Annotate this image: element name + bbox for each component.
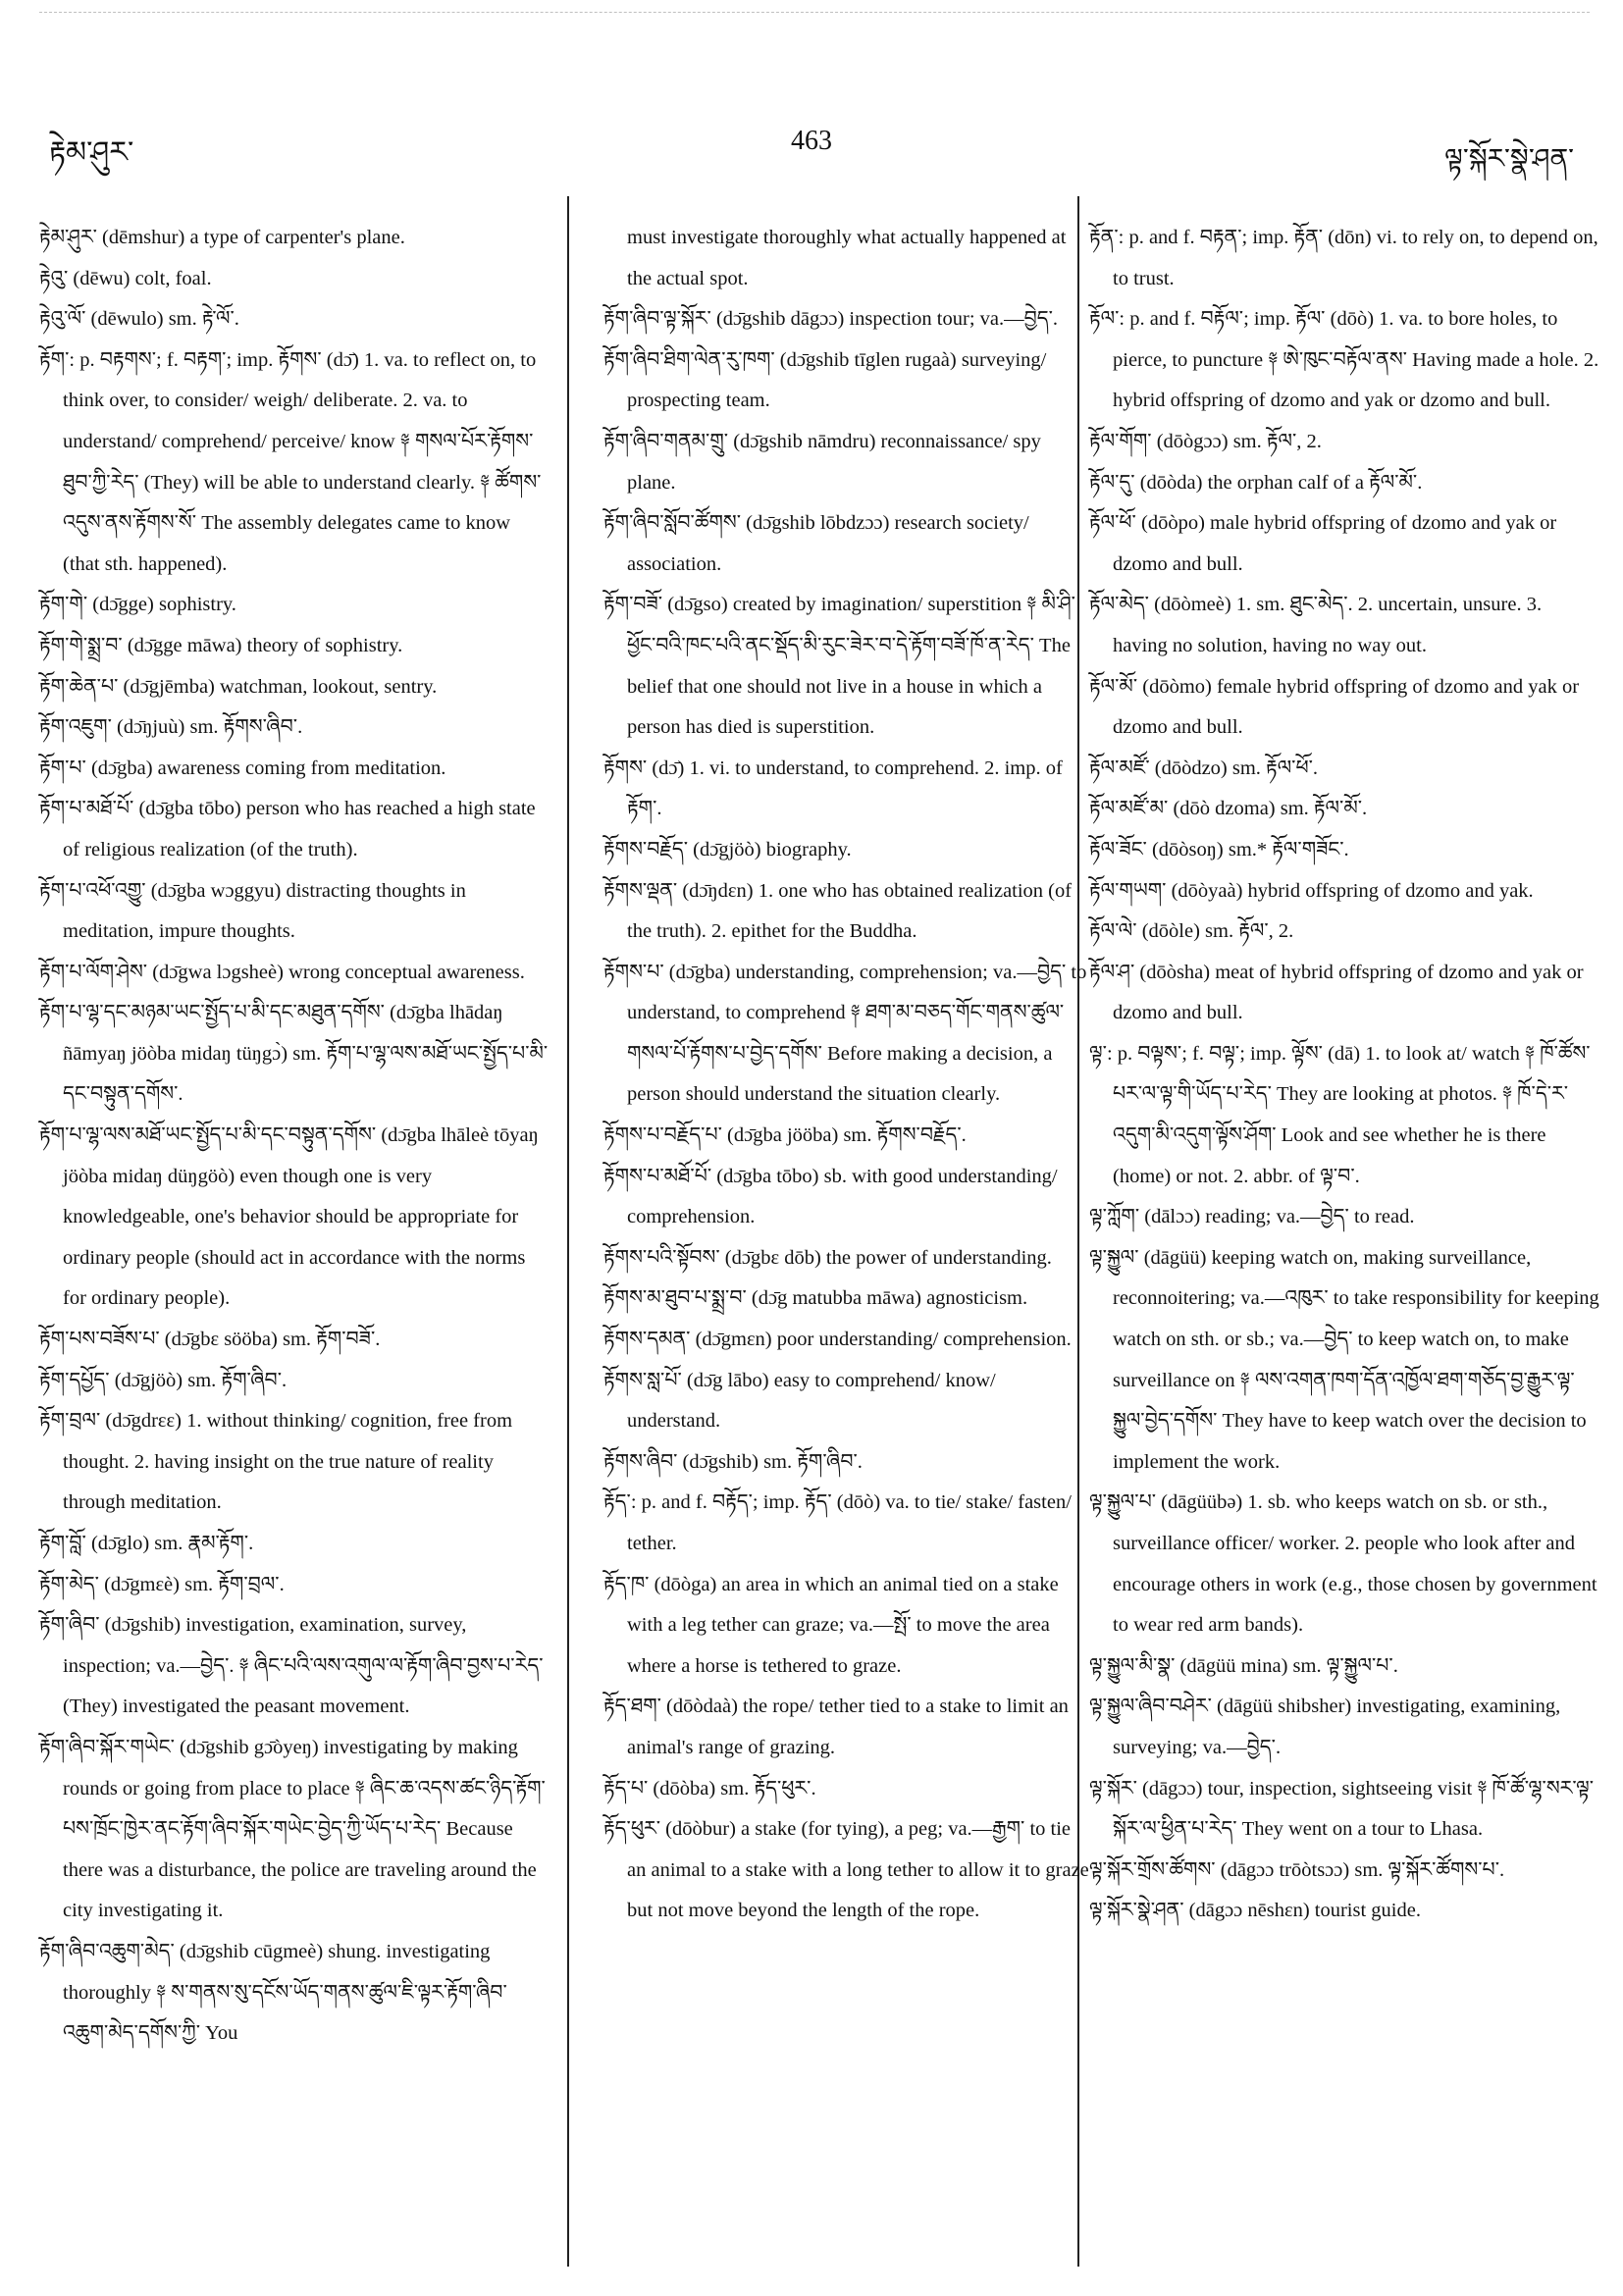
dictionary-entry: རྟོལ་གཡག་ (dōòyaà) hybrid offspring of dzomo and yak.	[1089, 879, 1534, 902]
dictionary-entry: རྟོག་འཇུག་ (dɔ̄ŋjuù) sm. རྟོགས་ཞིབ་.	[39, 716, 303, 739]
dictionary-entry: རྟོལ་: p. and f. བརྟོལ་; imp. རྟོལ་ (dōò) 1. va. to bore holes, to pierce, to puncture ༈ ཨེ་ཁུང་བརྟོལ་ནས་ Having made a hole. 2. hybrid offspring of dzomo and yak or dzomo and bull.	[1089, 308, 1599, 412]
dictionary-entry: རྟོག་པ་མཐོ་པོ་ (dɔ̄gba tōbo) person who has reached a high state of religious realization (of the truth).	[39, 798, 536, 861]
dictionary-entry: རྟོལ་ཤ་ (dōòsha) meat of hybrid offspring of dzomo and yak or dzomo and bull.	[1089, 961, 1584, 1024]
dictionary-entry: རྟོག་ཆེན་པ་ (dɔ̄gjēmba) watchman, lookout, sentry.	[39, 675, 438, 698]
dictionary-entry: རྟེམ་ཤུར་ (dēmshur) a type of carpenter's plane.	[39, 227, 405, 248]
dictionary-entry: རྟོག་བྲལ་ (dɔ̄gdrɛɛ) 1. without thinking/ cognition, free from thought. 2. having insight on the true nature of reality through meditation.	[39, 1410, 513, 1514]
dictionary-entry: རྟོལ་ལེ་ (dōòle) sm. རྟོལ་, 2.	[1089, 920, 1294, 943]
dictionary-entry: རྟོག་ཞིབ་གནམ་གྲུ་ (dɔ̄gshib nāmdru) reconnaissance/ spy plane.	[603, 430, 1041, 494]
page-number: 463	[791, 126, 832, 156]
dictionary-entry: རྟོད་: p. and f. བརྟོད་; imp. རྟོད་ (dōò) va. to tie/ stake/ fasten/ tether.	[603, 1491, 1072, 1554]
dictionary-entry: རྟོལ་མེད་ (dōòmeè) 1. sm. ཐུང་མེད་. 2. uncertain, unsure. 3. having no solution, having no way out.	[1089, 594, 1543, 656]
dictionary-entry: རྟོག་ཞིབ་འཆུག་མེད་ (dɔ̄gshib cūgmeè) shung. investigating thoroughly ༈ ས་གནས་སུ་དངོས་ཡོད་གནས་ཚུལ་ཇི་ལྟར་རྟོག་ཞིབ་འཆུག་མེད་དགོས་ཀྱི་ You	[39, 1940, 507, 2045]
dictionary-entry: ལྟ་སྐྱུལ་ཞིབ་བཤེར་ (dāgüü shibsher) investigating, examining, surveying; va.—བྱེད་.	[1089, 1696, 1561, 1758]
dictionary-entry: ལྟ་སྐོར་སྣེ་ཤན་ (dāgɔɔ nēshɛn) tourist guide.	[1089, 1900, 1421, 1922]
dictionary-column-1	[39, 218, 550, 2259]
dictionary-entry: རྟོག་བློ་ (dɔ̄glo) sm. རྣམ་རྟོག་.	[39, 1533, 254, 1554]
dictionary-entry: རྟོལ་མཛོ་མ་ (dōò dzoma) sm. རྟོལ་མོ་.	[1089, 798, 1368, 820]
dictionary-entry: རྟོལ་མཛོ་ (dōòdzo) sm. རྟོལ་ཕོ་.	[1089, 757, 1319, 779]
dictionary-entry: རྟོད་ཁ་ (dōòga) an area in which an animal tied on a stake with a leg tether can graze; va.—སྤོ་ to move the area where a horse is tethered to graze.	[603, 1573, 1059, 1677]
dictionary-entry: རྟོག་ཞིབ་ལྟ་སྐོར་ (dɔ̄gshib dāgɔɔ) inspection tour; va.—བྱེད་.	[603, 308, 1059, 331]
dictionary-entry: རྟོགས་བརྗོད་ (dɔ̄gjöò) biography.	[603, 838, 852, 861]
dictionary-entry: ལྟ་སྐྱུལ་མི་སྣ་ (dāgüü mina) sm. ལྟ་སྐྱུལ་པ་.	[1089, 1654, 1398, 1677]
dictionary-entry: ལྟ་སྐྱུལ་ (dāgüü) keeping watch on, making surveillance, reconnoitering; va.—འཁུར་ to take responsibility for keeping watch on sth. or sb.; va.—བྱེད་ to keep watch on, to make surveillance on ༈ ལས་འགན་ཁག་དོན་འཁྱོལ་ཐག་གཅོད་བྱ་རྒྱུར་ལྟ་སྐྱུལ་བྱེད་དགོས་ They have to keep watch over the decision to implement the work.	[1089, 1246, 1599, 1473]
dictionary-entry: རྟོག་གེ་ (dɔ̄gge) sophistry.	[39, 594, 236, 616]
dictionary-entry: རྟོགས་པ་བརྗོད་པ་ (dɔ̄gba jööba) sm. རྟོགས་བརྗོད་.	[603, 1124, 967, 1147]
dictionary-entry: རྟོད་ཐག་ (dōòdaà) the rope/ tether tied to a stake to limit an animal's range of grazing.	[603, 1696, 1069, 1758]
dictionary-entry: རྟོགས་ཞིབ་ (dɔ̄gshib) sm. རྟོག་ཞིབ་.	[603, 1450, 863, 1473]
dictionary-entry: རྟོགས་པའི་སྟོབས་ (dɔ̄gbɛ dōb) the power of understanding.	[603, 1246, 1052, 1269]
dictionary-entry: རྟོག་དཔྱོད་ (dɔ̄gjöò) sm. རྟོག་ཞིབ་.	[39, 1369, 288, 1391]
dictionary-entry: རྟོག་བཟོ་ (dɔ̄gso) created by imagination/ superstition ༈ མི་ཤི་ཕྱོང་བའི་ཁང་པའི་ནང་སྡོད་མི་རུང་ཟེར་བ་དེ་རྟོག་བཟོ་ཁོ་ན་རེད་ The belief that one should not live in a house in which a person has died is superstition.	[603, 594, 1075, 739]
top-rule	[39, 12, 1590, 13]
dictionary-column-2	[603, 218, 1089, 2259]
dictionary-entry: རྟེའུ་ (dēwu) colt, foal.	[39, 267, 212, 289]
dictionary-entry: རྟོག་ཞིབ་སློབ་ཚོགས་ (dɔ̄gshib lōbdzɔɔ) research society/ association.	[603, 512, 1029, 575]
column-divider	[567, 196, 569, 2267]
dictionary-entry: རྟོག་པ་ལོག་ཤེས་ (dɔ̄gwa lɔgsheè) wrong conceptual awareness.	[39, 961, 525, 983]
dictionary-entry: རྟོགས་དམན་ (dɔ̄gmɛn) poor understanding/ comprehension.	[603, 1329, 1072, 1351]
dictionary-entry: རྟོན་: p. and f. བརྟན་; imp. རྟོན་ (dōn) vi. to rely on, to depend on, to trust.	[1089, 227, 1598, 289]
dictionary-entry: རྟོགས་མ་ཐུབ་པ་སྨྲ་བ་ (dɔ̄g matubba māwa) agnosticism.	[603, 1287, 1028, 1310]
dictionary-entry: རྟོག་པ་ལྷ་དང་མཉམ་ཡང་སྤྱོད་པ་མི་དང་མཐུན་དགོས་ (dɔ̄gba lhādaŋ ñāmyaŋ jöòba midaŋ tüŋgɔ̀) sm. རྟོག་པ་ལྷ་ལས་མཐོ་ཡང་སྤྱོད་པ་མི་དང་བསྟུན་དགོས་.	[39, 1002, 549, 1106]
dictionary-column-3	[1089, 218, 1599, 2259]
dictionary-entry: རྟོག་: p. བརྟགས་; f. བརྟག་; imp. རྟོགས་ (dɔ̄) 1. va. to reflect on, to think over, to consider/ weigh/ deliberate. 2. va. to understand/ comprehend/ perceive/ know ༈ གསལ་པོར་རྟོགས་ཐུབ་ཀྱི་རེད་ (They) will be able to understand clearly. ༈ ཚོགས་འདུས་ནས་རྟོགས་སོ་ The assembly delegates came to know (that sth. happened).	[39, 348, 542, 575]
dictionary-entry: རྟོག་པ་འཕོ་འགྱུ་ (dɔ̄gba wɔggyu) distracting thoughts in meditation, impure thoughts.	[39, 879, 466, 943]
dictionary-entry: ལྟ་སྐོར་གྲོས་ཚོགས་ (dāgɔɔ trōòtsɔɔ) sm. ལྟ་སྐོར་ཚོགས་པ་.	[1089, 1858, 1505, 1881]
dictionary-entry: རྟོལ་མོ་ (dōòmo) female hybrid offspring of dzomo and yak or dzomo and bull.	[1089, 675, 1580, 739]
dictionary-entry: རྟོལ་དུ་ (dōòda) the orphan calf of a རྟོལ་མོ་.	[1089, 471, 1423, 494]
page-header	[0, 0, 1623, 177]
header-left-guideword: རྟེམ་ཤུར་	[49, 135, 134, 170]
dictionary-entry: རྟོག་པས་བཟོས་པ་ (dɔ̄gbɛ sööba) sm. རྟོག་བཟོ་.	[39, 1329, 381, 1351]
dictionary-entry: རྟོལ་ཕོ་ (dōòpo) male hybrid offspring of dzomo and yak or dzomo and bull.	[1089, 512, 1557, 575]
dictionary-entry: རྟེའུ་ལོ་ (dēwulo) sm. རྟེ་ལོ་.	[39, 308, 239, 331]
dictionary-entry: རྟོག་ཞིབ་ (dɔ̄gshib) investigation, examination, survey, inspection; va.—བྱེད་. ༈ ཞིང་པའི་ལས་འགུལ་ལ་རྟོག་ཞིབ་བྱས་པ་རེད་ (They) investigated the peasant movement.	[39, 1614, 544, 1718]
dictionary-entry: རྟོད་ཕུར་ (dōòbur) a stake (for tying), a peg; va.—རྒྱག་ to tie an animal to a stake with a long tether to allow it to graze but not move beyond the length of the rope.	[603, 1818, 1089, 1922]
dictionary-entry: རྟོག་པ་ (dɔ̄gba) awareness coming from meditation.	[39, 757, 446, 779]
dictionary-entry: རྟོགས་པ་མཐོ་པོ་ (dɔ̄gba tōbo) sb. with good understanding/ comprehension.	[603, 1165, 1058, 1228]
dictionary-entry: ལྟ་ཀློག་ (dālɔɔ) reading; va.—བྱེད་ to read.	[1089, 1206, 1415, 1228]
dictionary-entry: རྟོག་ཞིབ་སྐོར་གཡེང་ (dɔ̄gshib gɔ̄òyeŋ) investigating by making rounds or going from place to place ༈ ཞིང་ཆ་འདས་ཚང་ཉིད་རྟོག་པས་ཁྲོང་ཁྱེར་ནང་རྟོག་ཞིབ་སྐོར་གཡེང་བྱེད་ཀྱི་ཡོད་པ་རེད་ Because there was a disturbance, the police are traveling around the city investigating it.	[39, 1736, 546, 1922]
dictionary-entry: རྟོག་པ་ལྷ་ལས་མཐོ་ཡང་སྤྱོད་པ་མི་དང་བསྟུན་དགོས་ (dɔ̄gba lhāleè tōyaŋ jöòba midaŋ düŋgöò) even though one is very knowledgeable, one's behavior should be appropriate for ordinary people (should act in accordance with the norms for ordinary people).	[39, 1124, 539, 1310]
dictionary-entry: རྟོག་གེ་སྨྲ་བ་ (dɔ̄gge māwa) theory of sophistry.	[39, 634, 403, 656]
dictionary-entry: must investigate thoroughly what actually happened at the actual spot.	[627, 227, 1067, 289]
dictionary-entry: རྟོག་ཞིབ་ཐིག་ལེན་རུ་ཁག་ (dɔ̄gshib tīglen rugaà) surveying/ prospecting team.	[603, 348, 1047, 412]
dictionary-entry: རྟོད་པ་ (dōòba) sm. རྟོད་ཕུར་.	[603, 1777, 816, 1800]
dictionary-entry: རྟོགས་ (dɔ̄) 1. vi. to understand, to comprehend. 2. imp. of རྟོག་.	[603, 757, 1063, 820]
dictionary-entry: རྟོལ་གོག་ (dōògɔɔ) sm. རྟོལ་, 2.	[1089, 430, 1322, 452]
dictionary-entry: རྟོགས་ལྡན་ (dɔ̄ŋdɛn) 1. one who has obtained realization (of the truth). 2. epithet for the Buddha.	[603, 879, 1073, 943]
dictionary-entry: ལྟ་སྐོར་ (dāgɔɔ) tour, inspection, sightseeing visit ༈ ཁོ་ཚོ་ལྷ་སར་ལྟ་སྐོར་ལ་ཕྱིན་པ་རེད་ They went on a tour to Lhasa.	[1089, 1777, 1595, 1841]
dictionary-entry: རྟོགས་པ་ (dɔ̄gba) understanding, comprehension; va.—བྱེད་ to understand, to comprehend ༈ ཐག་མ་བཅད་གོང་གནས་ཚུལ་གསལ་པོ་རྟོགས་པ་བྱེད་དགོས་ Before making a decision, a person should understand the situation clearly.	[603, 961, 1087, 1106]
dictionary-entry: རྟོགས་སླ་པོ་ (dɔ̄g lābo) easy to comprehend/ know/ understand.	[603, 1369, 996, 1433]
dictionary-entry: ལྟ་: p. བལྟས་; f. བལྟ་; imp. ལྟོས་ (dā) 1. to look at/ watch ༈ ཁོ་ཚོས་པར་ལ་ལྟ་གི་ཡོད་པ་རེད་ They are looking at photos. ༈ ཁོ་དེ་ར་འདུག་མི་འདུག་ལྟོས་ཤོག་ Look and see whether he is there (home) or not. 2. abbr. of ལྟ་བ་.	[1089, 1042, 1591, 1187]
dictionary-entry: རྟོལ་ཟོང་ (dōòsoŋ) sm.* རྟོལ་གཟོང་.	[1089, 838, 1349, 861]
dictionary-entry: ལྟ་སྐྱུལ་པ་ (dāgüübə) 1. sb. who keeps watch on sb. or sth., surveillance officer/ worker. 2. people who look after and encourage others in work (e.g., those chosen by government to wear red arm bands).	[1089, 1491, 1597, 1637]
header-right-guideword: ལྟ་སྐོར་སྣེ་ཤན་	[1444, 142, 1574, 175]
dictionary-entry: རྟོག་མེད་ (dɔ̄gmɛè) sm. རྟོག་བྲལ་.	[39, 1573, 285, 1595]
